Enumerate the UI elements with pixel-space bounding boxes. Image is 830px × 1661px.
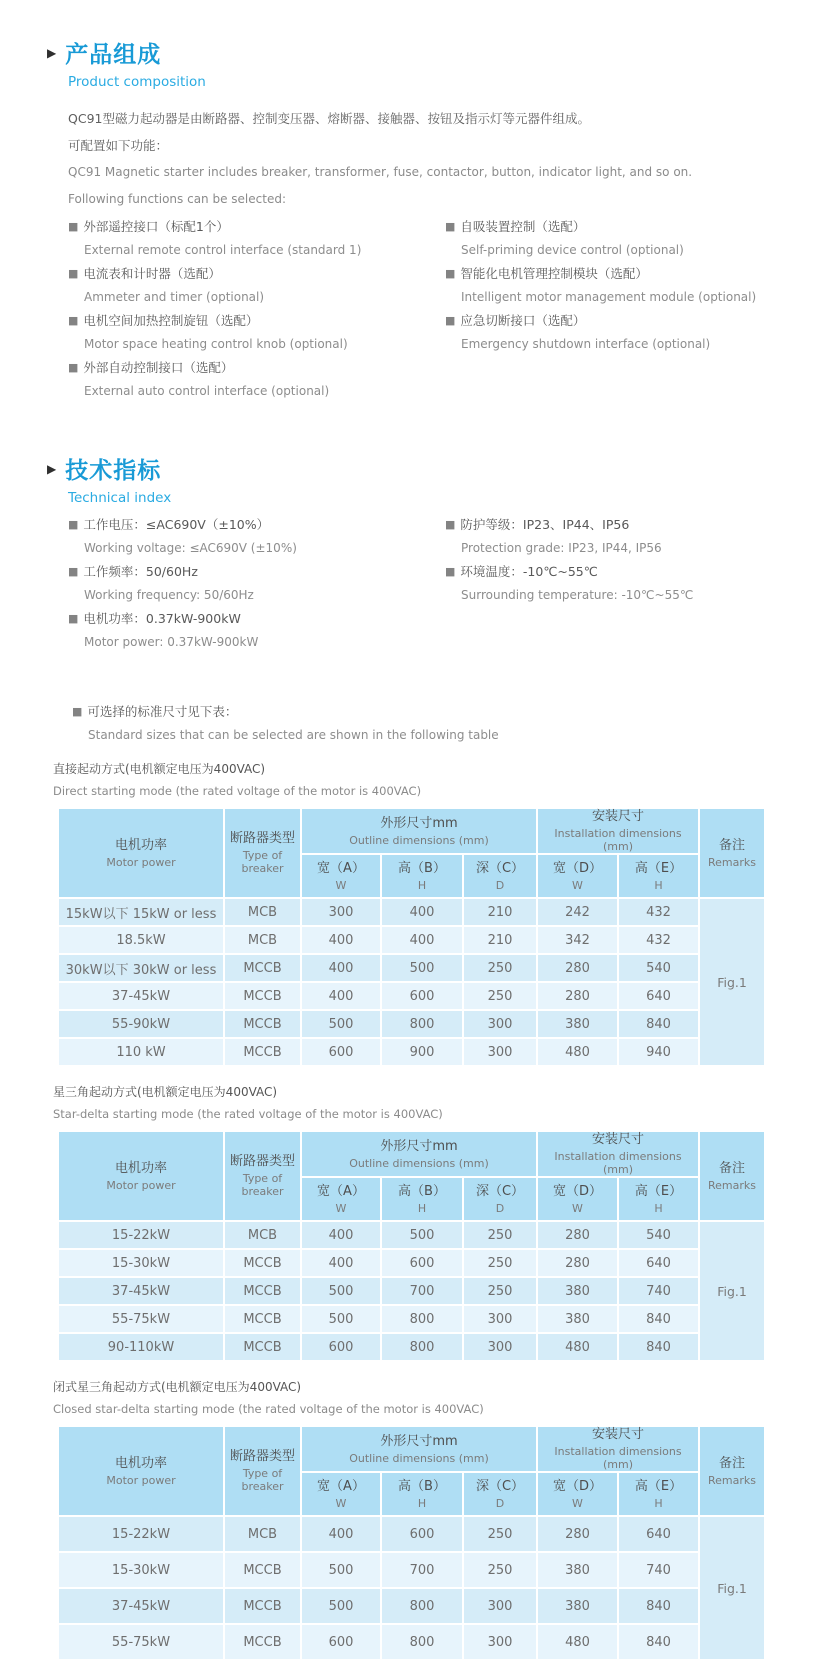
table-cell: 400: [301, 1516, 381, 1552]
size-table: [57, 1130, 766, 1362]
remark-cell: Fig.1: [699, 1221, 765, 1361]
table-cell: 400: [381, 926, 463, 954]
table-cell: 900: [381, 1038, 463, 1066]
table-cell: 30kW以下 30kW or less: [58, 954, 224, 982]
size-table-body: [58, 1516, 765, 1660]
table-cell: 480: [537, 1333, 618, 1361]
table-cell: 600: [381, 982, 463, 1010]
table-cell: 380: [537, 1010, 618, 1038]
col-dimension: 宽（A） W: [301, 1177, 381, 1221]
table-row: [58, 1516, 765, 1552]
table-cell: 15-22kW: [58, 1516, 224, 1552]
table-cell: 15-22kW: [58, 1221, 224, 1249]
square-bullet-icon: ■: [68, 612, 79, 625]
square-bullet-icon: ■: [68, 565, 79, 578]
col-dimension: 宽（D） W: [537, 854, 618, 898]
table-cell: 840: [618, 1305, 699, 1333]
bullet-text-zh: 电机空间加热控制旋钮（选配）: [83, 313, 259, 328]
table-cell: 540: [618, 954, 699, 982]
table-row: [58, 1010, 765, 1038]
section-title-en: Product composition: [68, 74, 206, 90]
square-bullet-icon: ■: [68, 361, 79, 374]
col-dimension: 高（E） H: [618, 1472, 699, 1516]
table-cell: 400: [301, 1249, 381, 1277]
table-cell: 432: [618, 926, 699, 954]
square-bullet-icon: ■: [68, 267, 79, 280]
table-cell: MCCB: [224, 1277, 301, 1305]
table-row: [58, 1249, 765, 1277]
col-group-outline: 外形尺寸mm Outline dimensions (mm): [301, 1426, 537, 1472]
table-cell: 500: [381, 954, 463, 982]
intro-line: 可配置如下功能：: [68, 138, 169, 153]
table-caption-zh: 直接起动方式(电机额定电压为400VAC): [53, 762, 266, 776]
table-cell: 800: [381, 1333, 463, 1361]
table-cell: 280: [537, 954, 618, 982]
table-cell: 250: [463, 1221, 537, 1249]
table-cell: 250: [463, 1249, 537, 1277]
table-caption-en: Direct starting mode (the rated voltage of the motor is 400VAC): [53, 784, 422, 798]
square-bullet-icon: ■: [445, 314, 456, 327]
section-header: [47, 36, 830, 69]
square-bullet-icon: ■: [445, 518, 456, 531]
table-row: [58, 1305, 765, 1333]
bullet-text-zh: 智能化电机管理控制模块（选配）: [460, 266, 648, 281]
table-cell: 380: [537, 1552, 618, 1588]
bullet-item: [445, 265, 830, 306]
bullet-text-en: Intelligent motor management module (optional): [461, 290, 757, 304]
table-cell: 280: [537, 1221, 618, 1249]
table-cell: 600: [301, 1624, 381, 1660]
table-cell: 700: [381, 1277, 463, 1305]
col-dimension: 宽（A） W: [301, 854, 381, 898]
sizes-note-zh: 可选择的标准尺寸见下表：: [87, 704, 238, 719]
col-breaker-type: 断路器类型 Type of breaker: [224, 808, 301, 898]
table-cell: 400: [301, 982, 381, 1010]
square-bullet-icon: ■: [68, 220, 79, 233]
table-cell: 500: [301, 1010, 381, 1038]
table-cell: MCB: [224, 1221, 301, 1249]
col-motor-power: 电机功率 Motor power: [58, 808, 224, 898]
table-cell: 800: [381, 1588, 463, 1624]
table-cell: 940: [618, 1038, 699, 1066]
table-section-direct-starting: [53, 762, 830, 1067]
table-cell: MCCB: [224, 1552, 301, 1588]
table-caption-zh: 闭式星三角起动方式(电机额定电压为400VAC): [53, 1380, 302, 1394]
table-cell: 400: [381, 898, 463, 926]
table-cell: 480: [537, 1038, 618, 1066]
table-cell: 800: [381, 1624, 463, 1660]
bullet-text-en: Protection grade: IP23, IP44, IP56: [461, 541, 662, 555]
size-table: [57, 1425, 766, 1661]
table-cell: 280: [537, 1249, 618, 1277]
table-cell: 380: [537, 1588, 618, 1624]
bullet-text-en: Ammeter and timer (optional): [84, 290, 265, 304]
sizes-note-en: Standard sizes that can be selected are shown in the following table: [88, 728, 499, 742]
bullet-text-zh: 自吸装置控制（选配）: [460, 219, 586, 234]
bullet-text-zh: 防护等级：IP23、IP44、IP56: [460, 517, 630, 532]
table-cell: MCB: [224, 1516, 301, 1552]
table-cell: 37-45kW: [58, 1277, 224, 1305]
table-cell: 400: [301, 1221, 381, 1249]
section-technical-index: [47, 452, 830, 657]
bullet-text-zh: 外部自动控制接口（选配）: [83, 360, 234, 375]
table-cell: 15kW以下 15kW or less: [58, 898, 224, 926]
bullet-text-zh: 电机功率：0.37kW-900kW: [83, 611, 241, 626]
bullet-text-en: Motor power: 0.37kW-900kW: [84, 635, 259, 649]
spec-list: [68, 516, 830, 657]
right-triangle-icon: ▶: [47, 45, 57, 60]
bullet-item: [445, 218, 830, 259]
table-cell: 342: [537, 926, 618, 954]
remark-cell: Fig.1: [699, 898, 765, 1066]
bullet-text-zh: 工作频率：50/60Hz: [83, 564, 198, 579]
table-cell: 432: [618, 898, 699, 926]
table-cell: 15-30kW: [58, 1552, 224, 1588]
table-cell: MCCB: [224, 1010, 301, 1038]
table-cell: 840: [618, 1588, 699, 1624]
table-cell: 640: [618, 1249, 699, 1277]
table-cell: 37-45kW: [58, 982, 224, 1010]
col-group-outline: 外形尺寸mm Outline dimensions (mm): [301, 1131, 537, 1177]
table-cell: 380: [537, 1277, 618, 1305]
feature-list: [68, 218, 830, 406]
square-bullet-icon: ■: [72, 705, 83, 718]
table-cell: 250: [463, 1552, 537, 1588]
col-remarks: 备注 Remarks: [699, 1426, 765, 1516]
table-cell: 250: [463, 1277, 537, 1305]
table-cell: 250: [463, 1516, 537, 1552]
bullet-text-en: Motor space heating control knob (optional): [84, 337, 348, 351]
size-table-header: [58, 808, 765, 898]
table-cell: 640: [618, 1516, 699, 1552]
table-cell: 840: [618, 1333, 699, 1361]
section-header: [47, 452, 830, 485]
table-cell: 55-75kW: [58, 1624, 224, 1660]
square-bullet-icon: ■: [445, 565, 456, 578]
bullet-text-zh: 环境温度：-10℃~55℃: [460, 564, 598, 579]
table-caption-en: Star-delta starting mode (the rated voltage of the motor is 400VAC): [53, 1107, 443, 1121]
table-cell: 800: [381, 1010, 463, 1038]
square-bullet-icon: ■: [68, 314, 79, 327]
col-group-outline: 外形尺寸mm Outline dimensions (mm): [301, 808, 537, 854]
bullet-item: [68, 610, 445, 651]
bullet-item: [68, 359, 445, 400]
bullet-text-en: Surrounding temperature: -10℃~55℃: [461, 588, 694, 602]
col-group-installation: 安装尺寸 Installation dimensions (mm): [537, 1131, 699, 1177]
bullet-text-en: Self-priming device control (optional): [461, 243, 684, 257]
bullet-text-zh: 外部遥控接口（标配1个）: [83, 219, 229, 234]
size-table-body: [58, 898, 765, 1066]
spec-column-right: [445, 516, 830, 657]
col-dimension: 高（B） H: [381, 1472, 463, 1516]
table-cell: 18.5kW: [58, 926, 224, 954]
col-breaker-type: 断路器类型 Type of breaker: [224, 1426, 301, 1516]
table-cell: 380: [537, 1305, 618, 1333]
section-title-zh: 产品组成: [65, 42, 162, 68]
table-row: [58, 954, 765, 982]
section-title-en: Technical index: [68, 490, 172, 506]
table-cell: 640: [618, 982, 699, 1010]
col-dimension: 高（E） H: [618, 1177, 699, 1221]
table-cell: MCCB: [224, 982, 301, 1010]
col-remarks: 备注 Remarks: [699, 1131, 765, 1221]
standard-sizes-note: [72, 703, 830, 744]
table-cell: MCB: [224, 926, 301, 954]
table-cell: 600: [381, 1516, 463, 1552]
table-cell: 55-90kW: [58, 1010, 224, 1038]
table-cell: 300: [463, 1624, 537, 1660]
bullet-item: [445, 312, 830, 353]
table-cell: 242: [537, 898, 618, 926]
table-cell: 300: [463, 1588, 537, 1624]
table-cell: 500: [301, 1305, 381, 1333]
table-cell: 15-30kW: [58, 1249, 224, 1277]
table-cell: 500: [301, 1552, 381, 1588]
bullet-item: [68, 516, 445, 557]
bullet-item: [68, 563, 445, 604]
table-cell: 300: [463, 1305, 537, 1333]
col-dimension: 宽（D） W: [537, 1177, 618, 1221]
table-cell: 500: [381, 1221, 463, 1249]
bullet-text-zh: 电流表和计时器（选配）: [83, 266, 221, 281]
right-triangle-icon: ▶: [47, 461, 57, 476]
table-cell: 280: [537, 1516, 618, 1552]
table-cell: 210: [463, 926, 537, 954]
bullet-text-en: External remote control interface (standard 1): [84, 243, 362, 257]
col-dimension: 高（B） H: [381, 854, 463, 898]
col-dimension: 深（C） D: [463, 1177, 537, 1221]
col-group-installation: 安装尺寸 Installation dimensions (mm): [537, 808, 699, 854]
table-cell: 800: [381, 1305, 463, 1333]
bullet-text-en: Working voltage: ≤AC690V (±10%): [84, 541, 297, 555]
table-section-star-delta: [53, 1085, 830, 1362]
square-bullet-icon: ■: [445, 220, 456, 233]
table-cell: 400: [301, 954, 381, 982]
col-motor-power: 电机功率 Motor power: [58, 1426, 224, 1516]
table-cell: 840: [618, 1010, 699, 1038]
table-cell: MCCB: [224, 1624, 301, 1660]
size-table-header: [58, 1131, 765, 1221]
size-table-body: [58, 1221, 765, 1361]
table-cell: 250: [463, 954, 537, 982]
col-dimension: 高（B） H: [381, 1177, 463, 1221]
table-cell: 55-75kW: [58, 1305, 224, 1333]
table-cell: 37-45kW: [58, 1588, 224, 1624]
table-cell: 300: [463, 1010, 537, 1038]
table-cell: 480: [537, 1624, 618, 1660]
table-row: [58, 1221, 765, 1249]
col-group-installation: 安装尺寸 Installation dimensions (mm): [537, 1426, 699, 1472]
intro-line: QC91 Magnetic starter includes breaker, transformer, fuse, contactor, button, indicator light, and so on.: [68, 165, 693, 179]
bullet-text-en: Emergency shutdown interface (optional): [461, 337, 711, 351]
col-remarks: 备注 Remarks: [699, 808, 765, 898]
remark-cell: Fig.1: [699, 1516, 765, 1660]
feature-column-right: [445, 218, 830, 406]
table-cell: 500: [301, 1277, 381, 1305]
section-product-composition: [47, 36, 830, 406]
table-cell: 300: [301, 898, 381, 926]
square-bullet-icon: ■: [445, 267, 456, 280]
col-dimension: 宽（D） W: [537, 1472, 618, 1516]
table-row: [58, 898, 765, 926]
table-cell: MCCB: [224, 954, 301, 982]
table-row: [58, 1624, 765, 1660]
size-table-header: [58, 1426, 765, 1516]
table-cell: MCCB: [224, 1588, 301, 1624]
table-cell: 210: [463, 898, 537, 926]
bullet-text-zh: 应急切断接口（选配）: [460, 313, 586, 328]
col-breaker-type: 断路器类型 Type of breaker: [224, 1131, 301, 1221]
table-cell: 280: [537, 982, 618, 1010]
table-cell: MCCB: [224, 1038, 301, 1066]
table-cell: 840: [618, 1624, 699, 1660]
table-cell: MCB: [224, 898, 301, 926]
table-cell: MCCB: [224, 1305, 301, 1333]
table-row: [58, 1588, 765, 1624]
table-cell: 300: [463, 1333, 537, 1361]
table-row: [58, 1038, 765, 1066]
table-cell: 600: [381, 1249, 463, 1277]
bullet-item: [68, 312, 445, 353]
bullet-item: [445, 516, 830, 557]
table-cell: 740: [618, 1552, 699, 1588]
square-bullet-icon: ■: [68, 518, 79, 531]
table-row: [58, 1552, 765, 1588]
bullet-item: [445, 563, 830, 604]
table-caption-zh: 星三角起动方式(电机额定电压为400VAC): [53, 1085, 278, 1099]
table-cell: 740: [618, 1277, 699, 1305]
section-title-zh: 技术指标: [65, 458, 162, 484]
table-cell: 300: [463, 1038, 537, 1066]
col-motor-power: 电机功率 Motor power: [58, 1131, 224, 1221]
spec-column-left: [68, 516, 445, 657]
table-cell: 400: [301, 926, 381, 954]
intro-paragraphs: [68, 110, 830, 208]
table-cell: 250: [463, 982, 537, 1010]
col-dimension: 宽（A） W: [301, 1472, 381, 1516]
table-caption-en: Closed star-delta starting mode (the rated voltage of the motor is 400VAC): [53, 1402, 484, 1416]
intro-line: QC91型磁力起动器是由断路器、控制变压器、熔断器、接触器、按钮及指示灯等元器件组成。: [68, 111, 590, 126]
table-cell: 600: [301, 1333, 381, 1361]
table-row: [58, 926, 765, 954]
table-cell: 110 kW: [58, 1038, 224, 1066]
bullet-item: [68, 265, 445, 306]
bullet-text-en: Working frequency: 50/60Hz: [84, 588, 254, 602]
bullet-item: [68, 218, 445, 259]
intro-line: Following functions can be selected:: [68, 192, 286, 206]
col-dimension: 高（E） H: [618, 854, 699, 898]
feature-column-left: [68, 218, 445, 406]
table-cell: MCCB: [224, 1333, 301, 1361]
col-dimension: 深（C） D: [463, 1472, 537, 1516]
table-cell: 600: [301, 1038, 381, 1066]
table-cell: 500: [301, 1588, 381, 1624]
bullet-text-en: External auto control interface (optional): [84, 384, 330, 398]
table-row: [58, 1333, 765, 1361]
table-cell: 90-110kW: [58, 1333, 224, 1361]
table-row: [58, 982, 765, 1010]
table-cell: 700: [381, 1552, 463, 1588]
col-dimension: 深（C） D: [463, 854, 537, 898]
table-cell: MCCB: [224, 1249, 301, 1277]
table-row: [58, 1277, 765, 1305]
table-section-closed-star-delta: [53, 1380, 830, 1661]
table-cell: 540: [618, 1221, 699, 1249]
bullet-text-zh: 工作电压：≤AC690V（±10%）: [83, 517, 270, 532]
size-table: [57, 807, 766, 1067]
